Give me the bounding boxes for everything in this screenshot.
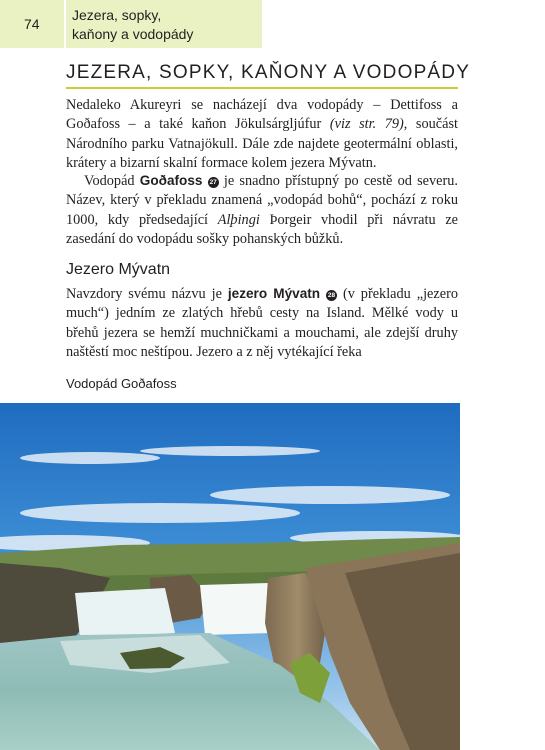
page-reference: (viz str. 79) — [329, 116, 404, 133]
running-header-title-line1: Jezera, sopky, — [72, 7, 162, 23]
paragraph-godafoss-text-3: Þorgeir vhodil při návratu ze zasedání do vodopádu sošky pohanských bůžků. — [66, 211, 459, 248]
paragraph-godafoss-text-2: je snadno přístupný po cestě od severu. Název, který v překladu znamená „vodopád bohů“, pochází z roku 1000, kdy předsedající — [66, 173, 458, 228]
paragraph-godafoss-text-1: Vodopád — [84, 173, 140, 189]
header-divider — [64, 0, 66, 48]
paragraph-intro-text-2: , součást Národního parku Vatnajökull. Dále zde najdete geotermální oblasti, krátery a bizarní skalní formace kolem jezera Mývatn. — [66, 116, 458, 172]
paragraph-godafoss — [66, 171, 458, 250]
running-header-title-line2: kaňony a vodopády — [72, 26, 194, 42]
place-name-godafoss: Goðafoss — [139, 173, 203, 188]
page-number: 74 — [24, 16, 40, 32]
paragraph-myvatn-text-1: Navzdory svému názvu je — [66, 286, 228, 302]
section-heading: JEZERA, SOPKY, KAŇONY A VODOPÁDY — [66, 62, 471, 83]
waterfall-photo — [0, 403, 460, 750]
paragraph-intro — [66, 96, 458, 174]
paragraph-myvatn-text-2: (v překladu „jezero much“) jedním ze zlatých hřebů cesty na Island. Mělké vody u břehů jezera se hemží muchničkami a mouchami, ale zdejší druhy naštěstí moc neštípou. Jezero a z něj vytékající řeka — [66, 286, 458, 361]
running-header-title — [72, 6, 258, 44]
term-althingi: Alþingi — [217, 211, 260, 228]
heading-underline — [66, 87, 458, 89]
map-marker-badge-28: 28 — [327, 292, 336, 299]
paragraph-myvatn — [66, 284, 458, 362]
place-name-myvatn: jezero Mývatn — [227, 286, 321, 301]
subsection-heading: Jezero Mývatn — [66, 261, 171, 278]
photo-caption: Vodopád Goðafoss — [66, 376, 177, 391]
paragraph-intro-text-1: Nedaleko Akureyri se nacházejí dva vodopády – Dettifoss a Goðafoss – a také kaňon Jökulsárgljúfur — [66, 97, 458, 133]
map-marker-badge-27: 27 — [209, 179, 217, 186]
